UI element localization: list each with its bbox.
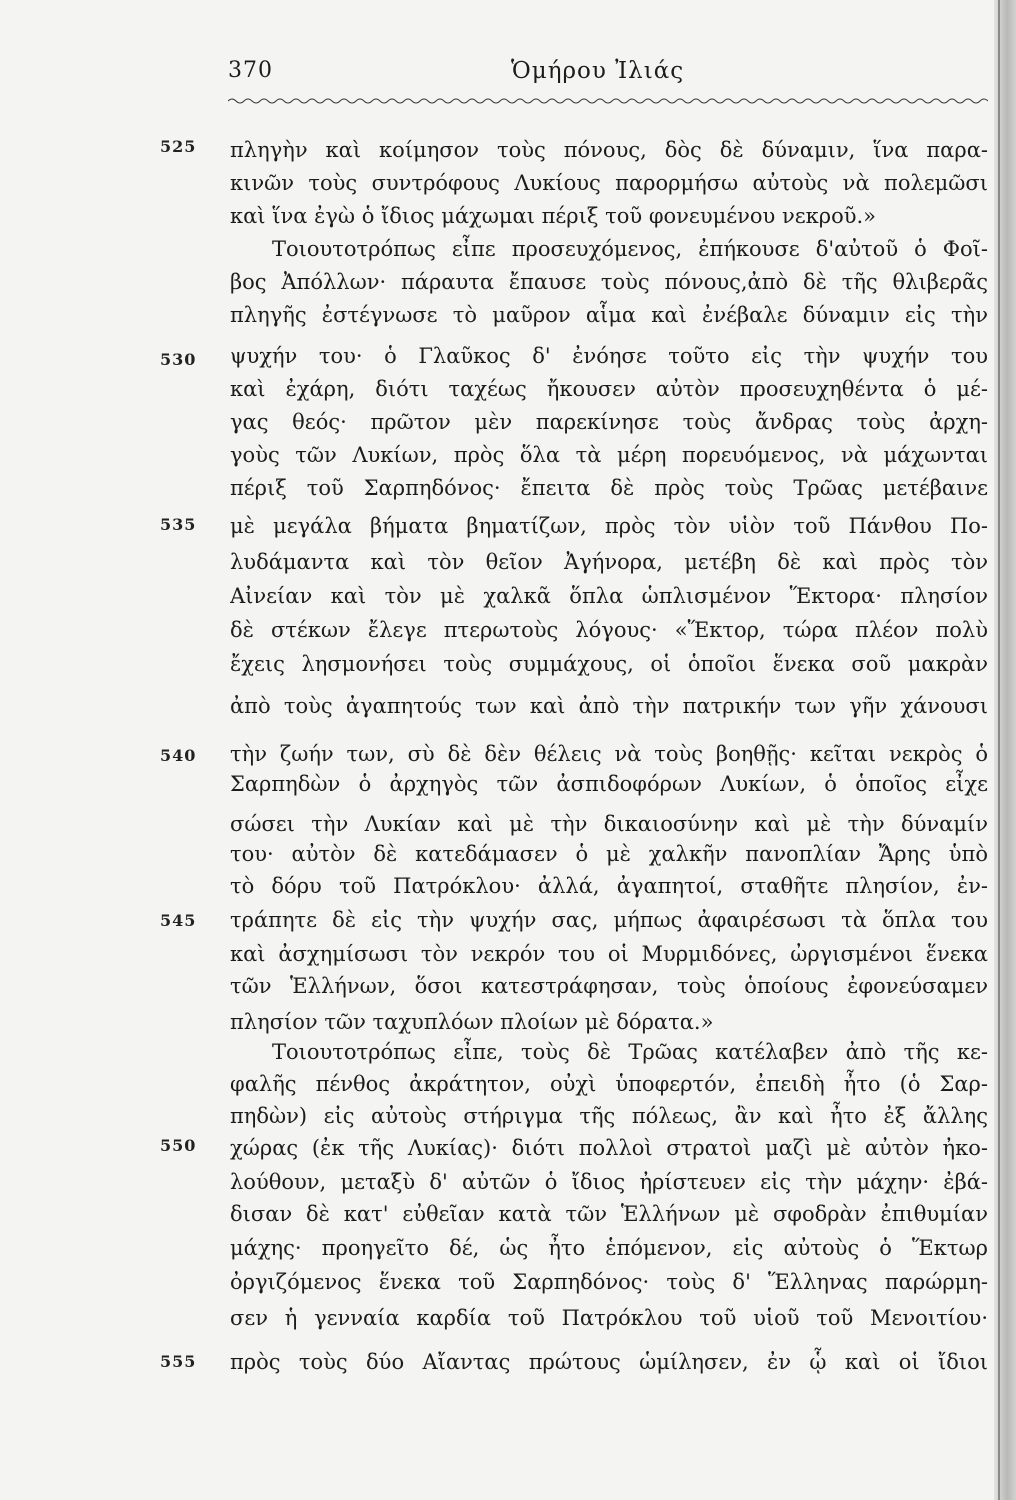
text-line: ὀργιζόμενος ἕνεκα τοῦ Σαρπηδόνος· τοὺς δ' Ἕλληνας παρώρμη- xyxy=(230,1270,988,1294)
text-line: πηδὼν) εἰς αὐτοὺς στήριγμα τῆς πόλεως, ἂν καὶ ἦτο ἐξ ἄλλης xyxy=(230,1104,988,1128)
line-number-550: 550 xyxy=(160,1136,197,1155)
line-number-525: 525 xyxy=(160,137,197,156)
text-line: πέριξ τοῦ Σαρπηδόνος· ἔπειτα δὲ πρὸς τοὺς Τρῶας μετέβαινε xyxy=(230,476,988,500)
text-line: δισαν δὲ κατ' εὐθεῖαν κατὰ τῶν Ἑλλήνων μὲ σφοδρὰν ἐπιθυμίαν xyxy=(230,1202,988,1226)
text-line: σώσει τὴν Λυκίαν καὶ μὲ τὴν δικαιοσύνην καὶ μὲ τὴν δύναμίν xyxy=(230,812,988,836)
text-line: κινῶν τοὺς συντρόφους Λυκίους παρορμήσω αὐτοὺς νὰ πολεμῶσι xyxy=(230,171,988,195)
text-line: φαλῆς πένθος ἀκράτητον, οὐχὶ ὑποφερτόν, ἐπειδὴ ἦτο (ὁ Σαρ- xyxy=(230,1072,988,1096)
text-line: πληγῆς ἐστέγνωσε τὸ μαῦρον αἷμα καὶ ἐνέβαλε δύναμιν εἰς τὴν xyxy=(230,303,988,327)
line-number-530: 530 xyxy=(160,350,197,369)
text-line: χώρας (ἐκ τῆς Λυκίας)· διότι πολλοὶ στρατοὶ μαζὶ μὲ αὐτὸν ἠκο- xyxy=(230,1136,988,1160)
text-line: καὶ ἐχάρη, διότι ταχέως ἤκουσεν αὐτὸν προσευχηθέντα ὁ μέ- xyxy=(230,377,988,401)
text-line: τὴν ζωήν των, σὺ δὲ δὲν θέλεις νὰ τοὺς βοηθῇς· κεῖται νεκρὸς ὁ xyxy=(230,742,988,766)
text-line: λούθουν, μεταξὺ δ' αὐτῶν ὁ ἴδιος ἠρίστευεν εἰς τὴν μάχην· ἐβά- xyxy=(230,1170,988,1194)
page-number: 370 xyxy=(228,58,273,83)
text-line: ψυχήν του· ὁ Γλαῦκος δ' ἐνόησε τοῦτο εἰς τὴν ψυχήν του xyxy=(230,344,988,368)
text-line: βος Ἀπόλλων· πάραυτα ἔπαυσε τοὺς πόνους,ἀπὸ δὲ τῆς θλιβερᾶς xyxy=(230,270,988,294)
text-line: πληγὴν καὶ κοίμησον τοὺς πόνους, δὸς δὲ δύναμιν, ἵνα παρα- xyxy=(230,138,988,162)
page-edge xyxy=(994,0,1016,1500)
text-line: σεν ἡ γενναία καρδία τοῦ Πατρόκλου τοῦ υἱοῦ τοῦ Μενοιτίου· xyxy=(230,1306,988,1330)
header-wavy-rule xyxy=(228,96,988,106)
text-line: καὶ ἀσχημίσωσι τὸν νεκρόν του οἱ Μυρμιδόνες, ὠργισμένοι ἕνεκα xyxy=(230,942,988,966)
text-line: καὶ ἵνα ἐγὼ ὁ ἴδιος μάχωμαι πέριξ τοῦ φονευμένου νεκροῦ.» xyxy=(230,204,877,228)
text-line: γοὺς τῶν Λυκίων, πρὸς ὅλα τὰ μέρη πορευόμενος, νὰ μάχωνται xyxy=(230,443,988,467)
text-line: γας θεός· πρῶτον μὲν παρεκίνησε τοὺς ἄνδρας τοὺς ἀρχη- xyxy=(230,410,988,434)
page-header xyxy=(228,58,928,98)
text-line: του· αὐτὸν δὲ κατεδάμασεν ὁ μὲ χαλκῆν πανοπλίαν Ἄρης ὑπὸ xyxy=(230,842,988,866)
text-line: λυδάμαντα καὶ τὸν θεῖον Ἀγήνορα, μετέβη δὲ καὶ πρὸς τὸν xyxy=(230,550,988,574)
text-line: πλησίον τῶν ταχυπλόων πλοίων μὲ δόρατα.» xyxy=(230,1010,714,1034)
text-line: Τοιουτοτρόπως εἶπε, τοὺς δὲ Τρῶας κατέλαβεν ἀπὸ τῆς κε- xyxy=(272,1040,988,1064)
text-line: ἔχεις λησμονήσει τοὺς συμμάχους, οἱ ὁποῖοι ἕνεκα σοῦ μακρὰν xyxy=(230,652,988,676)
text-line: μὲ μεγάλα βήματα βηματίζων, πρὸς τὸν υἱὸν τοῦ Πάνθου Πο- xyxy=(230,514,988,538)
line-number-535: 535 xyxy=(160,515,197,534)
line-number-545: 545 xyxy=(160,911,197,930)
text-line: τράπητε δὲ εἰς τὴν ψυχήν σας, μήπως ἀφαιρέσωσι τὰ ὅπλα του xyxy=(230,908,988,932)
line-number-555: 555 xyxy=(160,1352,197,1371)
text-line: πρὸς τοὺς δύο Αἴαντας πρώτους ὡμίλησεν, ἐν ᾧ καὶ οἱ ἴδιοι xyxy=(230,1350,988,1374)
text-line: τῶν Ἑλλήνων, ὅσοι κατεστράφησαν, τοὺς ὁποίους ἐφονεύσαμεν xyxy=(230,974,988,998)
text-line: δὲ στέκων ἔλεγε πτερωτοὺς λόγους· «Ἕκτορ, τώρα πλέον πολὺ xyxy=(230,618,988,642)
text-line: Αἰνείαν καὶ τὸν μὲ χαλκᾶ ὅπλα ὡπλισμένον Ἕκτορα· πλησίον xyxy=(230,584,988,608)
text-line: τὸ δόρυ τοῦ Πατρόκλου· ἀλλά, ἀγαπητοί, σταθῆτε πλησίον, ἐν- xyxy=(230,874,988,898)
running-title: Ὁμήρου Ἰλιάς xyxy=(511,58,685,84)
text-line: ἀπὸ τοὺς ἀγαπητούς των καὶ ἀπὸ τὴν πατρικήν των γῆν χάνουσι xyxy=(230,694,988,718)
line-number-540: 540 xyxy=(160,746,197,765)
text-line: Σαρπηδὼν ὁ ἀρχηγὸς τῶν ἀσπιδοφόρων Λυκίων, ὁ ὁποῖος εἶχε xyxy=(230,772,988,796)
text-line: Τοιουτοτρόπως εἶπε προσευχόμενος, ἐπήκουσε δ'αὐτοῦ ὁ Φοῖ- xyxy=(272,237,988,261)
text-line: μάχης· προηγεῖτο δέ, ὡς ἦτο ἑπόμενον, εἰς αὐτοὺς ὁ Ἕκτωρ xyxy=(230,1236,988,1260)
